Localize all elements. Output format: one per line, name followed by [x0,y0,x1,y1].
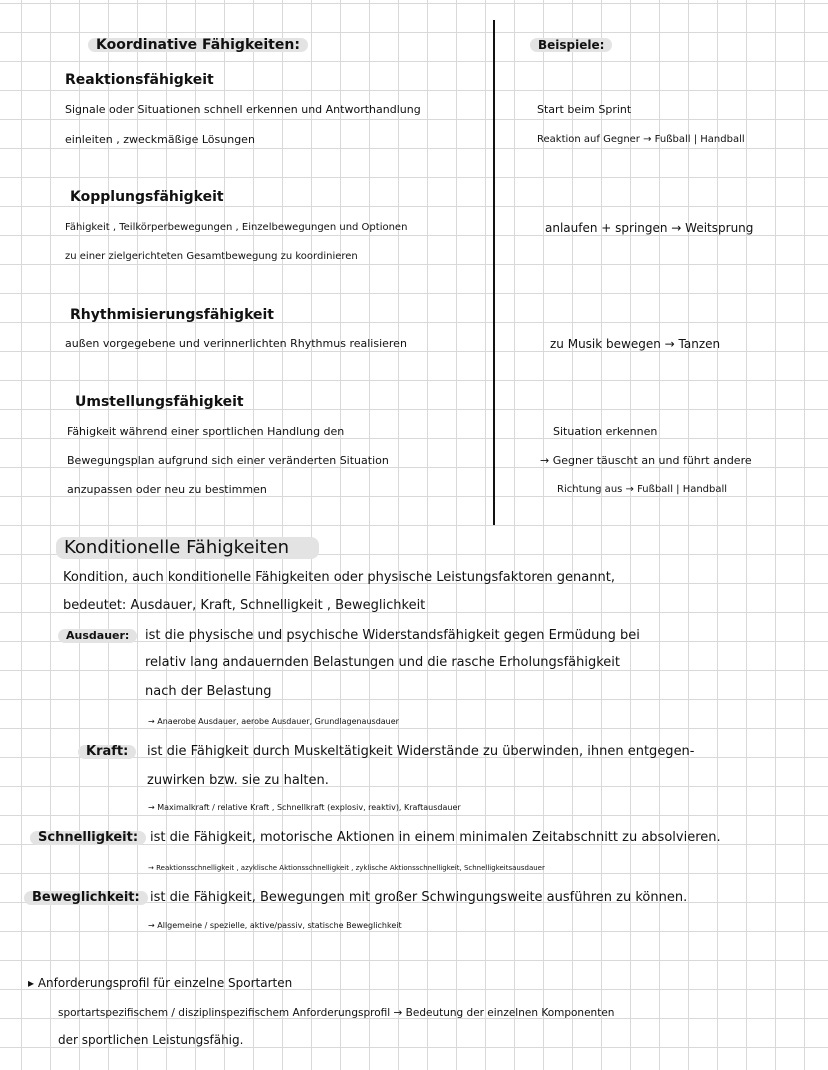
example-line: anlaufen + springen → Weitsprung [545,221,754,235]
section-title: Koordinative Fähigkeiten: [88,38,308,52]
example-line: zu Musik bewegen → Tanzen [550,337,721,351]
heading-reaktion: Reaktionsfähigkeit [65,72,214,88]
text-line: ist die Fähigkeit, motorische Aktionen in einem minimalen Zeitabschnitt zu absolvieren. [150,830,721,845]
heading-rhythmus: Rhythmisierungsfähigkeit [70,307,274,323]
note-line: → Maximalkraft / relative Kraft , Schnellkraft (explosiv, reaktiv), Kraftausdauer [148,803,461,812]
text-line: Kondition, auch konditionelle Fähigkeiten oder physische Leistungsfaktoren genannt, [63,570,615,585]
text-line: außen vorgegebene und verinnerlichten Rhythmus realisieren [65,337,407,350]
text-line: zuwirken bzw. sie zu halten. [147,773,329,788]
example-line: Start beim Sprint [537,103,632,116]
text-line: Bewegungsplan aufgrund sich einer veränderten Situation [67,454,389,467]
label-ausdauer: Ausdauer: [58,629,137,643]
text-line: Signale oder Situationen schnell erkennen und Antworthandlung [65,103,421,116]
text-line: bedeutet: Ausdauer, Kraft, Schnelligkeit , Beweglichkeit [63,598,426,613]
column-divider [493,20,495,525]
example-line: Richtung aus → Fußball | Handball [557,484,728,495]
text-line: der sportlichen Leistungsfähig. [58,1033,244,1047]
heading-kopplung: Kopplungsfähigkeit [70,189,224,205]
text-line: nach der Belastung [145,684,272,699]
text-line: anzupassen oder neu zu bestimmen [67,483,267,496]
text-line: einleiten , zweckmäßige Lösungen [65,133,255,146]
heading-umstellung: Umstellungsfähigkeit [75,394,244,410]
text-line: Fähigkeit während einer sportlichen Handlung den [67,425,345,438]
note-line: → Allgemeine / spezielle, aktive/passiv, statische Beweglichkeit [148,921,402,930]
text-line: sportartspezifischem / disziplinspezifischem Anforderungsprofil → Bedeutung der einzelnen Komponenten [58,1007,615,1019]
example-line: Situation erkennen [553,425,658,438]
text-line: Fähigkeit , Teilkörperbewegungen , Einzelbewegungen und Optionen [65,222,408,233]
note-line: → Reaktionsschnelligkeit , azyklische Aktionsschnelligkeit , zyklische Aktionsschnelligkeit, Schnelligkeitsausdauer [148,864,545,872]
label-kraft: Kraft: [78,745,136,759]
text-line: ist die physische und psychische Widerstandsfähigkeit gegen Ermüdung bei [145,628,640,643]
label-beweglichkeit: Beweglichkeit: [24,891,148,905]
label-schnelligkeit: Schnelligkeit: [30,831,146,845]
note-line: → Anaerobe Ausdauer, aerobe Ausdauer, Grundlagenausdauer [148,717,399,726]
example-line: → Gegner täuscht an und führt andere [540,454,752,467]
section-title: Konditionelle Fähigkeiten [56,537,319,559]
text-line: relativ lang andauernden Belastungen und die rasche Erholungsfähigkeit [145,655,620,670]
text-line: ist die Fähigkeit, Bewegungen mit großer Schwingungsweite ausführen zu können. [150,890,688,905]
text-line: zu einer zielgerichteten Gesamtbewegung zu koordinieren [65,251,358,262]
example-line: Reaktion auf Gegner → Fußball | Handball [537,134,745,145]
text-line: ist die Fähigkeit durch Muskeltätigkeit Widerstände zu überwinden, ihnen entgegen- [147,744,695,759]
bullet-heading: ▸ Anforderungsprofil für einzelne Sportarten [28,976,293,990]
examples-title: Beispiele: [530,38,612,52]
